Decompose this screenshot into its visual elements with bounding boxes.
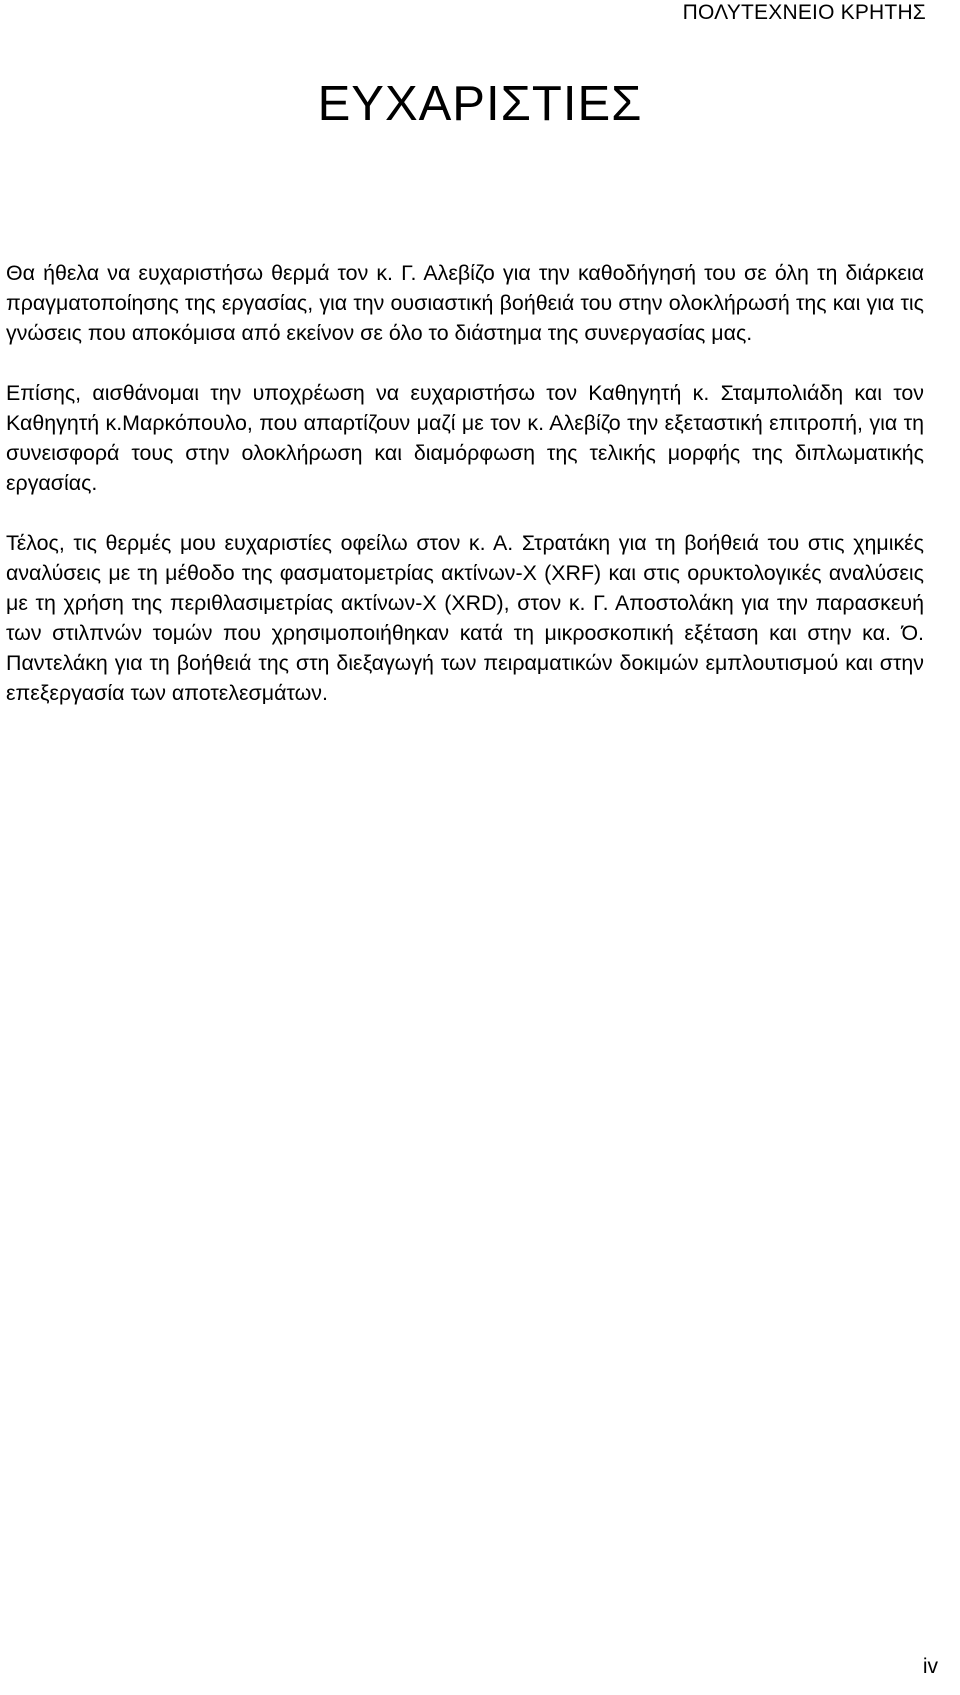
paragraph-committee-thanks: Επίσης, αισθάνομαι την υποχρέωση να ευχαριστήσω τον Καθηγητή κ. Σταμπολιάδη και τον Καθηγητή κ.Μαρκόπουλο, που απαρτίζουν μαζί με τον κ. Αλεβίζο την εξεταστική επιτροπή, για τη συνεισφορά τους στην ολοκλήρωση και διαμόρφωση της τελικής μορφής της διπλωματικής εργασίας. xyxy=(6,381,924,495)
page-number: iv xyxy=(922,1655,938,1678)
paragraph-supervisor-thanks: Θα ήθελα να ευχαριστήσω θερμά τον κ. Γ. Αλεβίζο για την καθοδήγησή του σε όλη τη διάρκεια πραγματοποίησης της εργασίας, για την ουσιαστική βοήθειά του στην ολοκλήρωσή της και για τις γνώσεις που αποκόμισα από εκείνον σε όλο το διάστημα της συνεργασίας μας. xyxy=(6,261,924,345)
document-body xyxy=(6,258,924,708)
running-header: ΠΟΛΥΤΕΧΝΕΙΟ ΚΡΗΤΗΣ xyxy=(682,1,926,24)
paragraph-lab-thanks: Τέλος, τις θερμές μου ευχαριστίες οφείλω στον κ. Α. Στρατάκη για τη βοήθειά του στις χημικές αναλύσεις με τη μέθοδο της φασματομετρίας ακτίνων-Χ (XRF) και στις ορυκτολογικές αναλύσεις με τη χρήση της περιθλασιμετρίας ακτίνων-Χ (XRD), στον κ. Γ. Αποστολάκη για την παρασκευή των στιλπνών τομών που χρησιμοποιήθηκαν κατά τη μικροσκοπική εξέταση και στην κα. Ό. Παντελάκη για τη βοήθειά της στη διεξαγωγή των πειραματικών δοκιμών εμπλουτισμού και στην επεξεργασία των αποτελεσμάτων. xyxy=(6,531,924,705)
page-title: ΕΥΧΑΡΙΣΤΙΕΣ xyxy=(317,77,643,131)
